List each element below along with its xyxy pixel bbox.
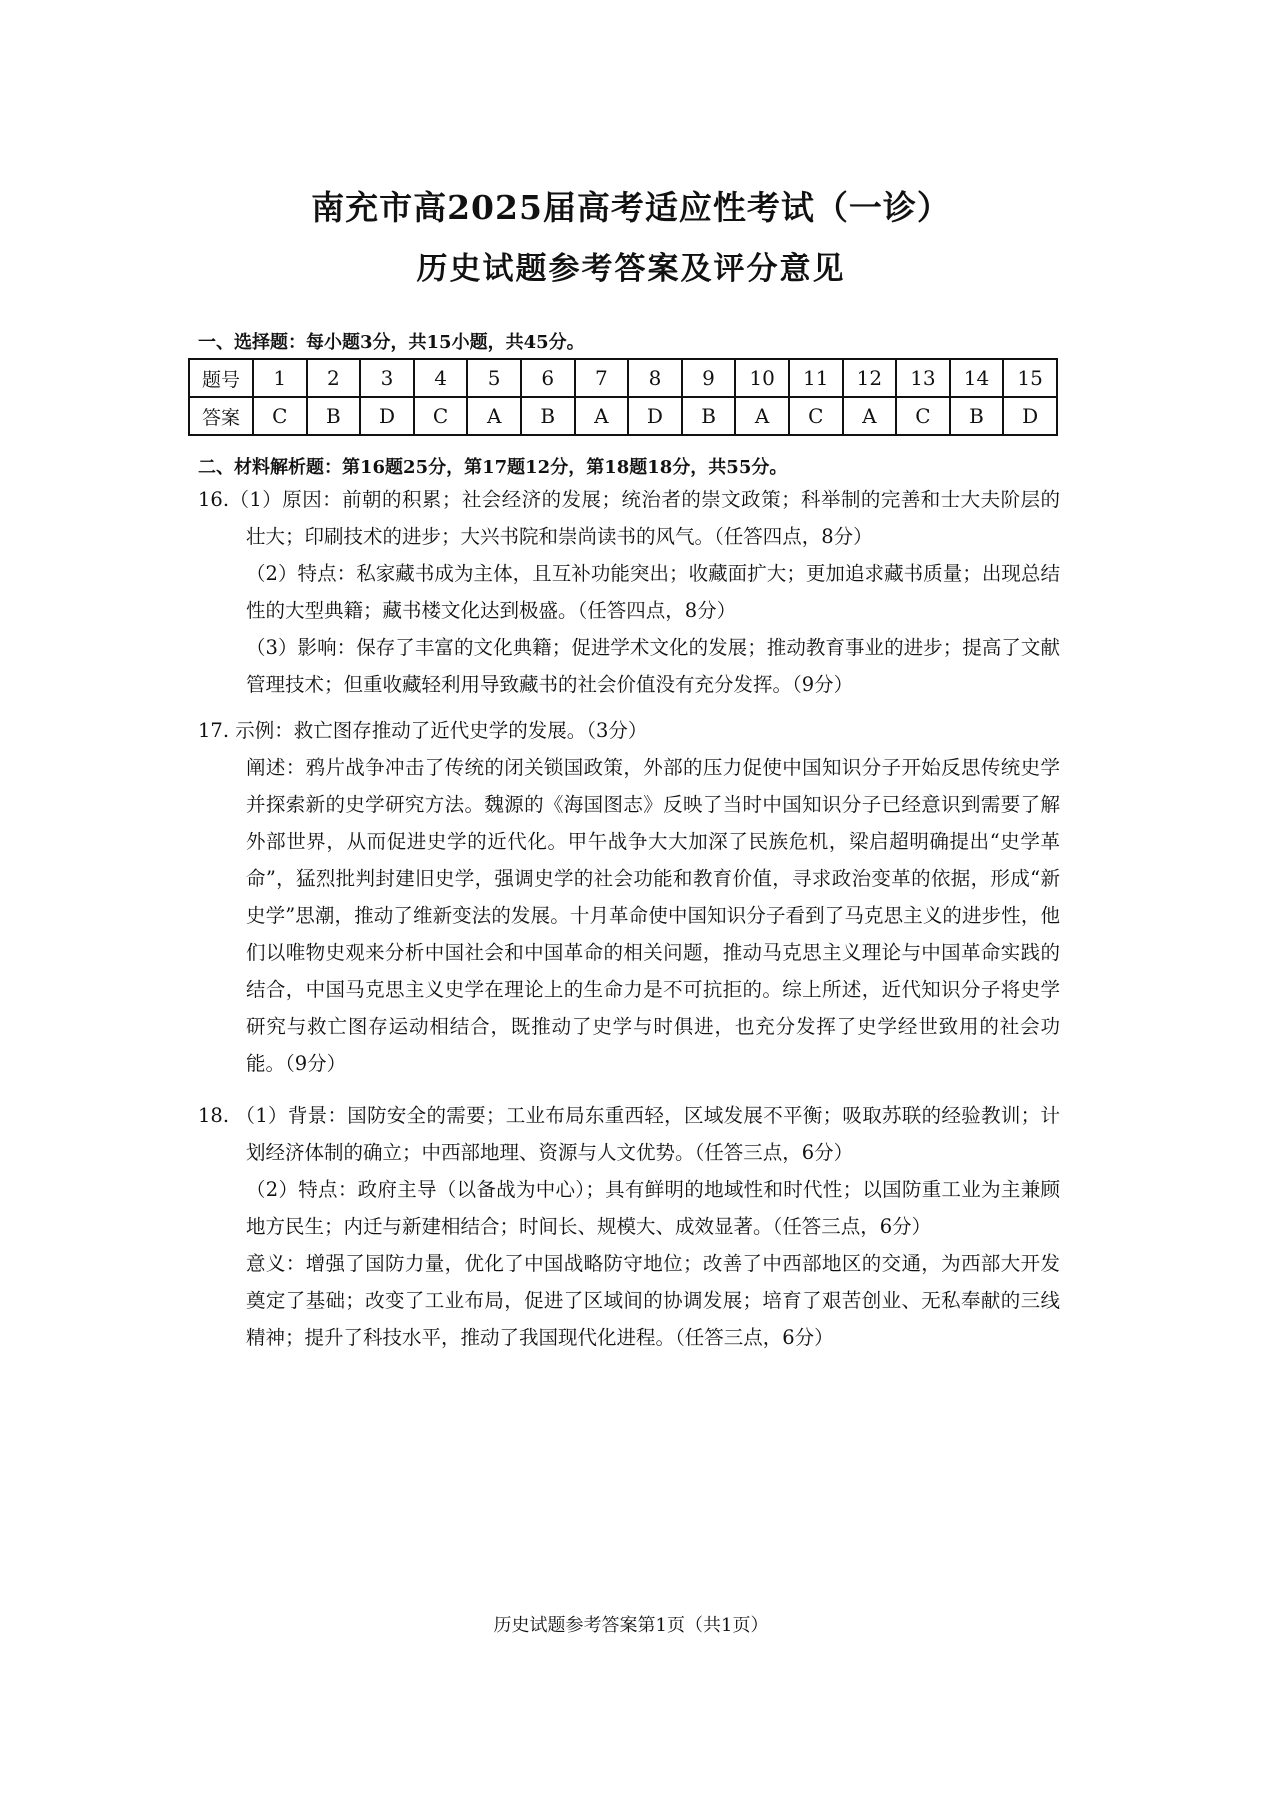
answer-cell: C [789, 397, 843, 435]
answer-cell: A [843, 397, 897, 435]
answer-cell: A [735, 397, 789, 435]
question-number: 14 [950, 359, 1004, 397]
question-number: 15 [1003, 359, 1057, 397]
q17-example: 17. 示例：救亡图存推动了近代史学的发展。（3分） [198, 719, 648, 742]
q18-part1: 18. （1）背景：国防安全的需要；工业布局东重西轻，区域发展不平衡；吸取苏联的经验教训；计划经济体制的确立；中西部地理、资源与人文优势。（任答三点，6分） [198, 1104, 1060, 1164]
q18-significance: 意义：增强了国防力量，优化了中国战略防守地位；改善了中西部地区的交通，为西部大开发奠定了基础；改变了工业布局，促进了区域间的协调发展；培育了艰苦创业、无私奉献的三线精神；提升了科技水平，推动了我国现代化进程。（任答三点，6分） [246, 1252, 1060, 1349]
answer-cell: C [896, 397, 950, 435]
question-number: 8 [628, 359, 682, 397]
question-number: 5 [467, 359, 521, 397]
exam-subtitle: 历史试题参考答案及评分意见 [416, 251, 846, 287]
question-16-answer [198, 481, 1060, 703]
answer-cell: B [521, 397, 575, 435]
q16-part3: （3）影响：保存了丰富的文化典籍；促进学术文化的发展；推动教育事业的进步；提高了文献管理技术；但重收藏轻利用导致藏书的社会价值没有充分发挥。（9分） [246, 636, 1060, 696]
question-number: 10 [735, 359, 789, 397]
question-number: 13 [896, 359, 950, 397]
section1-heading: 一、选择题：每小题3分，共15小题，共45分。 [198, 332, 585, 353]
answer-cell: C [414, 397, 468, 435]
q16-part2: （2）特点：私家藏书成为主体，且互补功能突出；收藏面扩大；更加追求藏书质量；出现总结性的大型典籍；藏书楼文化达到极盛。（任答四点，8分） [246, 562, 1060, 622]
answer-cell: D [628, 397, 682, 435]
answer-cell: A [575, 397, 629, 435]
answer-cell: D [360, 397, 414, 435]
question-number: 12 [843, 359, 897, 397]
question-number: 9 [682, 359, 736, 397]
question-18-answer [198, 1097, 1060, 1356]
answer-cell: B [950, 397, 1004, 435]
answer-table [188, 358, 1058, 436]
question-number: 4 [414, 359, 468, 397]
question-number: 11 [789, 359, 843, 397]
answer-cell: B [307, 397, 361, 435]
answer-cell: D [1003, 397, 1057, 435]
answer-cell: C [253, 397, 307, 435]
question-number: 2 [307, 359, 361, 397]
section2-heading: 二、材料解析题：第16题25分，第17题12分，第18题18分，共55分。 [198, 457, 788, 478]
page-footer: 历史试题参考答案第1页（共1页） [493, 1615, 769, 1636]
row-label: 答案 [189, 397, 253, 435]
answer-row [189, 397, 1057, 435]
question-number: 1 [253, 359, 307, 397]
exam-title: 南充市高2025届高考适应性考试（一诊） [311, 188, 951, 227]
question-number: 3 [360, 359, 414, 397]
question-17-answer [198, 712, 1060, 1082]
question-number-row [189, 359, 1057, 397]
q16-part1: 16.（1）原因：前朝的积累；社会经济的发展；统治者的崇文政策；科举制的完善和士大夫阶层的壮大；印刷技术的进步；大兴书院和崇尚读书的风气。（任答四点，8分） [198, 488, 1060, 548]
row-label: 题号 [189, 359, 253, 397]
answer-cell: B [682, 397, 736, 435]
question-number: 7 [575, 359, 629, 397]
answer-cell: A [467, 397, 521, 435]
q18-part2: （2）特点：政府主导（以备战为中心）；具有鲜明的地域性和时代性；以国防重工业为主兼顾地方民生；内迁与新建相结合；时间长、规模大、成效显著。（任答三点，6分） [246, 1178, 1060, 1238]
q17-elaboration: 阐述：鸦片战争冲击了传统的闭关锁国政策，外部的压力促使中国知识分子开始反思传统史学并探索新的史学研究方法。魏源的《海国图志》反映了当时中国知识分子已经意识到需要了解外部世界，从而促进史学的近代化。甲午战争大大加深了民族危机，梁启超明确提出“史学革命”，猛烈批判封建旧史学，强调史学的社会功能和教育价值，寻求政治变革的依据，形成“新史学”思潮，推动了维新变法的发展。十月革命使中国知识分子看到了马克思主义的进步性，他们以唯物史观来分析中国社会和中国革命的相关问题，推动马克思主义理论与中国革命实践的结合，中国马克思主义史学在理论上的生命力是不可抗拒的。综上所述，近代知识分子将史学研究与救亡图存运动相结合，既推动了史学与时俱进，也充分发挥了史学经世致用的社会功能。（9分） [246, 756, 1060, 1075]
question-number: 6 [521, 359, 575, 397]
